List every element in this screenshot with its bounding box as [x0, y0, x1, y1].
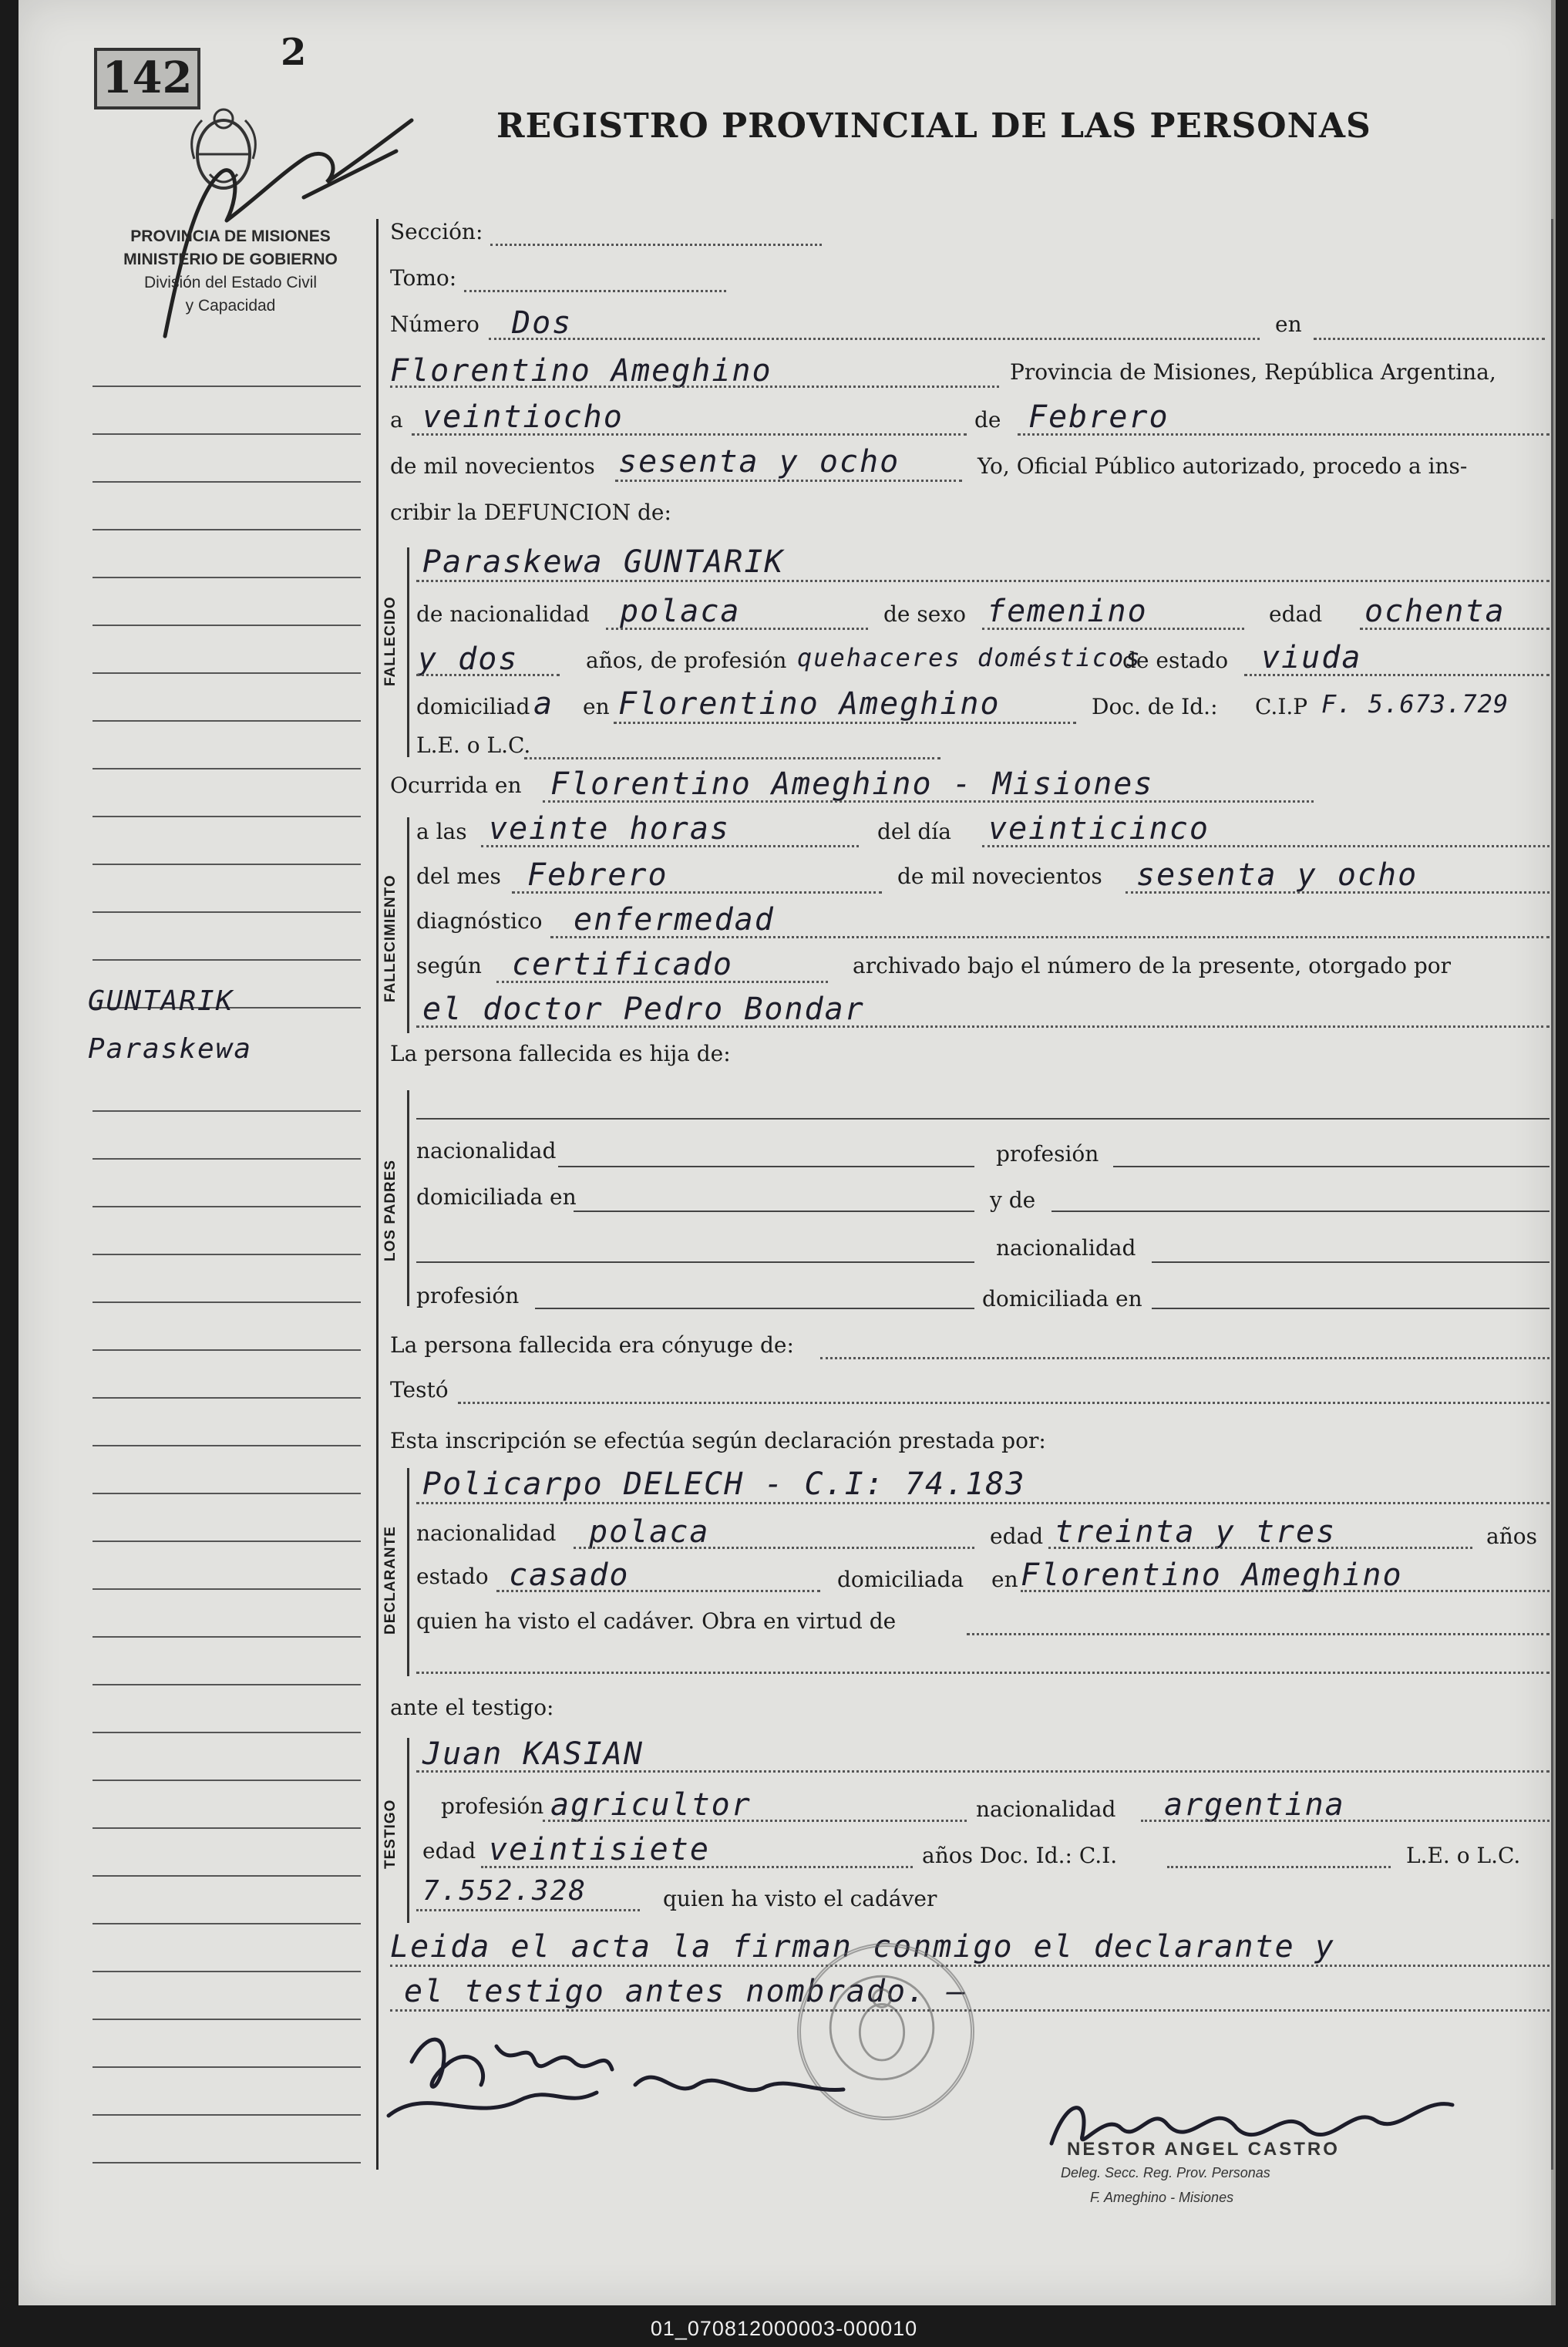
fallecimiento-tag: FALLECIMIENTO [382, 874, 399, 1002]
folio-number: 142 [94, 48, 200, 109]
hija-label: La persona fallecida es hija de: [390, 1041, 731, 1066]
margin-line [93, 1206, 361, 1207]
stamp-place: F. Ameghino - Misiones [1090, 2190, 1234, 2205]
cribir-text: cribir la DEFUNCION de: [390, 500, 671, 525]
office-line: y Capacidad [185, 297, 276, 315]
declarante-signature [381, 2015, 859, 2123]
margin-line [93, 625, 361, 626]
inscripcion-label: Esta inscripción se efectúa según declaración prestada por: [390, 1428, 1046, 1453]
margin-line [93, 2019, 361, 2020]
t-nac-label: nacionalidad [976, 1796, 1116, 1822]
mes-fall-field [512, 891, 882, 894]
margin-line [93, 577, 361, 578]
d-estado-label: estado [416, 1564, 489, 1589]
d-estado-value: casado [509, 1557, 630, 1593]
mes-field [1018, 433, 1549, 436]
d-domicilio-value: Florentino Ameghino [1021, 1557, 1403, 1593]
le-lc-label: L.E. o L.C. [416, 732, 531, 758]
margin-surname: GUNTARIK [88, 985, 234, 1017]
numero-value: Dos [512, 305, 573, 341]
declarante-field [416, 1502, 1549, 1504]
sheet-number: 2 [281, 31, 307, 74]
t-prof-field [543, 1820, 967, 1822]
t-doc-field [1167, 1866, 1391, 1868]
tomo-label: Tomo: [390, 265, 457, 291]
d-en-label: en [991, 1567, 1018, 1592]
margin-line [93, 1875, 361, 1877]
madre-prof-label: profesión [416, 1283, 520, 1308]
margin-line [93, 768, 361, 769]
nacionalidad-field [606, 628, 868, 630]
segun-label: según [416, 953, 482, 978]
margin-line [93, 1397, 361, 1399]
declarante-tag: DECLARANTE [382, 1526, 399, 1635]
testigo-bracket [407, 1738, 409, 1923]
testo-label: Testó [390, 1377, 449, 1402]
madre-nac-label: nacionalidad [996, 1235, 1136, 1261]
numero-label: Número [390, 311, 479, 337]
en-label-2: en [583, 694, 610, 719]
t-nac-field [1141, 1820, 1549, 1822]
dia-fall-value: veinticinco [988, 811, 1210, 847]
nombre-field [416, 580, 1549, 582]
padre-nac-label: nacionalidad [416, 1138, 557, 1163]
dia-fall-field [982, 845, 1549, 847]
margin-line [93, 1971, 361, 1972]
domicilio-field [614, 722, 1076, 724]
office-line: MINISTERIO DE GOBIERNO [123, 251, 338, 268]
fallecido-tag: FALLECIDO [382, 596, 399, 686]
right-border [1551, 219, 1553, 2170]
t-nacionalidad-value: argentina [1164, 1787, 1345, 1823]
d-nac-field [574, 1547, 974, 1549]
margin-given-name: Paraskewa [88, 1033, 253, 1065]
madre-yde-label: y de [990, 1187, 1036, 1213]
madre-dom-line [1152, 1308, 1549, 1309]
margin-line [93, 433, 361, 435]
numero-field [489, 338, 1260, 340]
image-id-caption: 01_070812000003-000010 [650, 2317, 918, 2340]
conyuge-field [820, 1357, 1549, 1359]
margin-line [93, 1493, 361, 1494]
margin-line [93, 959, 361, 961]
otorgado-field [416, 1025, 1549, 1028]
margin-line [93, 529, 361, 530]
issuing-office [88, 225, 373, 318]
t-le-label: L.E. o L.C. [1406, 1843, 1521, 1868]
madre-name-line [1052, 1211, 1549, 1212]
margin-line [93, 386, 361, 387]
oficial-text: Yo, Oficial Público autorizado, procedo a ins- [977, 453, 1468, 479]
document-page [19, 0, 1556, 2305]
t-edad-label: edad [422, 1838, 476, 1864]
margin-line [93, 1684, 361, 1685]
diagnostico-field [550, 936, 1549, 938]
testigo-tag: TESTIGO [382, 1799, 399, 1869]
ocurrida-label: Ocurrida en [390, 773, 522, 798]
nacionalidad-label: de nacionalidad [416, 601, 590, 627]
seccion-label: Sección: [390, 219, 483, 244]
margin-line [93, 2162, 361, 2163]
margin-line [93, 1301, 361, 1303]
domicilio-value: Florentino Ameghino [618, 686, 1001, 722]
localidad-value: Florentino Ameghino [390, 353, 772, 389]
d-anos-label: años [1486, 1524, 1537, 1549]
sexo-field [982, 628, 1244, 630]
conyuge-label: La persona fallecida era cónyuge de: [390, 1332, 794, 1358]
domiciliad-label: domiciliad [416, 694, 530, 719]
margin-line [93, 1110, 361, 1112]
d-edad-field [1048, 1547, 1472, 1549]
d-nacionalidad-value: polaca [589, 1514, 710, 1550]
tomo-field [464, 290, 726, 292]
t-prof-label: profesión [441, 1793, 544, 1819]
a-label: a [390, 407, 403, 433]
edad-field-cont [416, 674, 560, 676]
del-mes-label: del mes [416, 864, 501, 889]
fallecido-bracket [407, 547, 409, 757]
le-lc-field [524, 757, 940, 759]
sexo-value: femenino [987, 594, 1148, 629]
stamp-name: NESTOR ANGEL CASTRO [1067, 2139, 1340, 2160]
margin-line [93, 481, 361, 483]
padre-prof-label: profesión [996, 1141, 1099, 1167]
dia-field [412, 433, 967, 436]
padre-dom-label: domiciliada en [416, 1184, 577, 1210]
diagnostico-value: enfermedad [574, 902, 775, 938]
edad-field [1360, 628, 1549, 630]
testigo-field [416, 1770, 1549, 1773]
closing-line-2: el testigo antes nombrado. — [404, 1974, 967, 2009]
t-edad-field [481, 1866, 913, 1868]
a-las-label: a las [416, 819, 467, 844]
anio-value: sesenta y ocho [618, 444, 900, 480]
margin-line [93, 864, 361, 865]
padres-tag: LOS PADRES [382, 1159, 399, 1261]
margin-line [93, 2114, 361, 2116]
hora-field [481, 845, 859, 847]
d-edad-label: edad [990, 1524, 1044, 1549]
d-visto-field [967, 1633, 1549, 1635]
margin-line [93, 1923, 361, 1924]
t-visto-label: quien ha visto el cadáver [663, 1886, 937, 1911]
stamp-role: Deleg. Secc. Reg. Prov. Personas [1061, 2165, 1270, 2180]
margin-line [93, 911, 361, 913]
hora-value: veinte horas [489, 811, 730, 847]
provincia-label: Provincia de Misiones, República Argentina, [1010, 359, 1496, 385]
closing-field-1 [390, 1965, 1549, 1967]
sexo-label: de sexo [883, 601, 966, 627]
en-label: en [1275, 311, 1302, 337]
t-edad-value: veintisiete [489, 1832, 710, 1867]
dia-value: veintiocho [422, 399, 624, 435]
margin-line [93, 1254, 361, 1255]
margin-line [93, 1588, 361, 1590]
de-mil-label: de mil novecientos [390, 453, 595, 479]
otorgado-value: el doctor Pedro Bondar [422, 992, 865, 1027]
en-field [1314, 338, 1545, 340]
margin-line [93, 1445, 361, 1446]
mes-value: Febrero [1028, 399, 1169, 435]
estado-value: viuda [1261, 640, 1362, 675]
anio-field [615, 480, 962, 482]
margin-line [93, 720, 361, 722]
estado-label: de estado [1122, 648, 1229, 673]
padres-bracket [407, 1090, 409, 1306]
t-ci-field [416, 1909, 640, 1911]
margin-line [93, 1158, 361, 1160]
anio-fall-value: sesenta y ocho [1136, 857, 1418, 893]
testo-field [458, 1402, 1549, 1404]
d-edad-value: treinta y tres [1055, 1514, 1337, 1550]
padre-prof-line [1113, 1166, 1549, 1167]
localidad-field [390, 386, 999, 388]
office-line: División del Estado Civil [143, 274, 318, 291]
d-visto-label: quien ha visto el cadáver. Obra en virtud de [416, 1608, 897, 1634]
margin-line [93, 2066, 361, 2068]
d-extra-field [416, 1672, 1549, 1674]
segun-field [496, 981, 828, 983]
cip-label: C.I.P [1255, 694, 1308, 719]
nacionalidad-value: polaca [620, 594, 741, 629]
padre-nac-line [558, 1166, 974, 1167]
t-profesion-value: agricultor [550, 1787, 752, 1823]
margin-line [93, 1541, 361, 1542]
d-nac-label: nacionalidad [416, 1520, 557, 1546]
declarante-value: Policarpo DELECH - C.I: 74.183 [422, 1466, 1026, 1502]
del-dia-label: del día [877, 819, 951, 844]
estado-field [1244, 674, 1549, 676]
testigo-value: Juan KASIAN [422, 1736, 644, 1772]
d-dom-field [1021, 1590, 1549, 1592]
nombre-value: Paraskewa GUNTARIK [422, 544, 785, 580]
d-estado-field [496, 1590, 820, 1592]
cip-value: F. 5.673.729 [1321, 689, 1509, 719]
segun-value: certificado [512, 947, 733, 982]
t-ci-value: 7.552.328 [422, 1875, 587, 1907]
margin-line [93, 1827, 361, 1829]
ocurrida-field [543, 800, 1314, 803]
de-label: de [974, 407, 1001, 433]
diagnostico-label: diagnóstico [416, 908, 543, 934]
edad-value: ochenta [1364, 594, 1506, 629]
doc-label: Doc. de Id.: [1092, 694, 1218, 719]
domiciliada-suffix: a [533, 686, 554, 722]
madre-prof-line [535, 1308, 974, 1309]
edad-label: edad [1269, 601, 1323, 627]
document-title: REGISTRO PROVINCIAL DE LAS PERSONAS [496, 106, 1371, 146]
madre-dom-label: domiciliada en [982, 1286, 1142, 1312]
office-line: PROVINCIA DE MISIONES [130, 227, 331, 245]
margin-line [93, 1732, 361, 1733]
mes-fall-value: Febrero [527, 857, 668, 893]
margin-line [93, 1780, 361, 1781]
closing-line-1: Leida el acta la firman conmigo el declarante y [390, 1929, 1335, 1965]
profesion-value: quehaceres domésticos [797, 643, 1142, 672]
seccion-field [490, 244, 822, 246]
d-dom-label: domiciliada [837, 1567, 964, 1592]
anos-prof-label: años, de profesión [586, 648, 787, 673]
margin-line [93, 672, 361, 674]
padre-extra-line [416, 1261, 974, 1263]
archivado-text: archivado bajo el número de la presente, otorgado por [853, 953, 1451, 978]
margin-line [93, 1349, 361, 1351]
margin-divider [376, 219, 379, 2170]
padre-dom-line [574, 1211, 974, 1212]
margin-line [93, 1636, 361, 1638]
padre-name-line [416, 1118, 1549, 1120]
t-doc-label: años Doc. Id.: C.I. [922, 1843, 1118, 1868]
fallecimiento-bracket [407, 817, 409, 1033]
testigo-label: ante el testigo: [390, 1695, 554, 1720]
margin-line [93, 816, 361, 817]
anio-fall-field [1126, 891, 1549, 894]
ocurrida-value: Florentino Ameghino - Misiones [550, 766, 1154, 802]
de-mil-label-2: de mil novecientos [897, 864, 1102, 889]
declarante-bracket [407, 1468, 409, 1676]
edad-value-cont: y dos [418, 641, 519, 677]
madre-nac-line [1152, 1261, 1549, 1263]
